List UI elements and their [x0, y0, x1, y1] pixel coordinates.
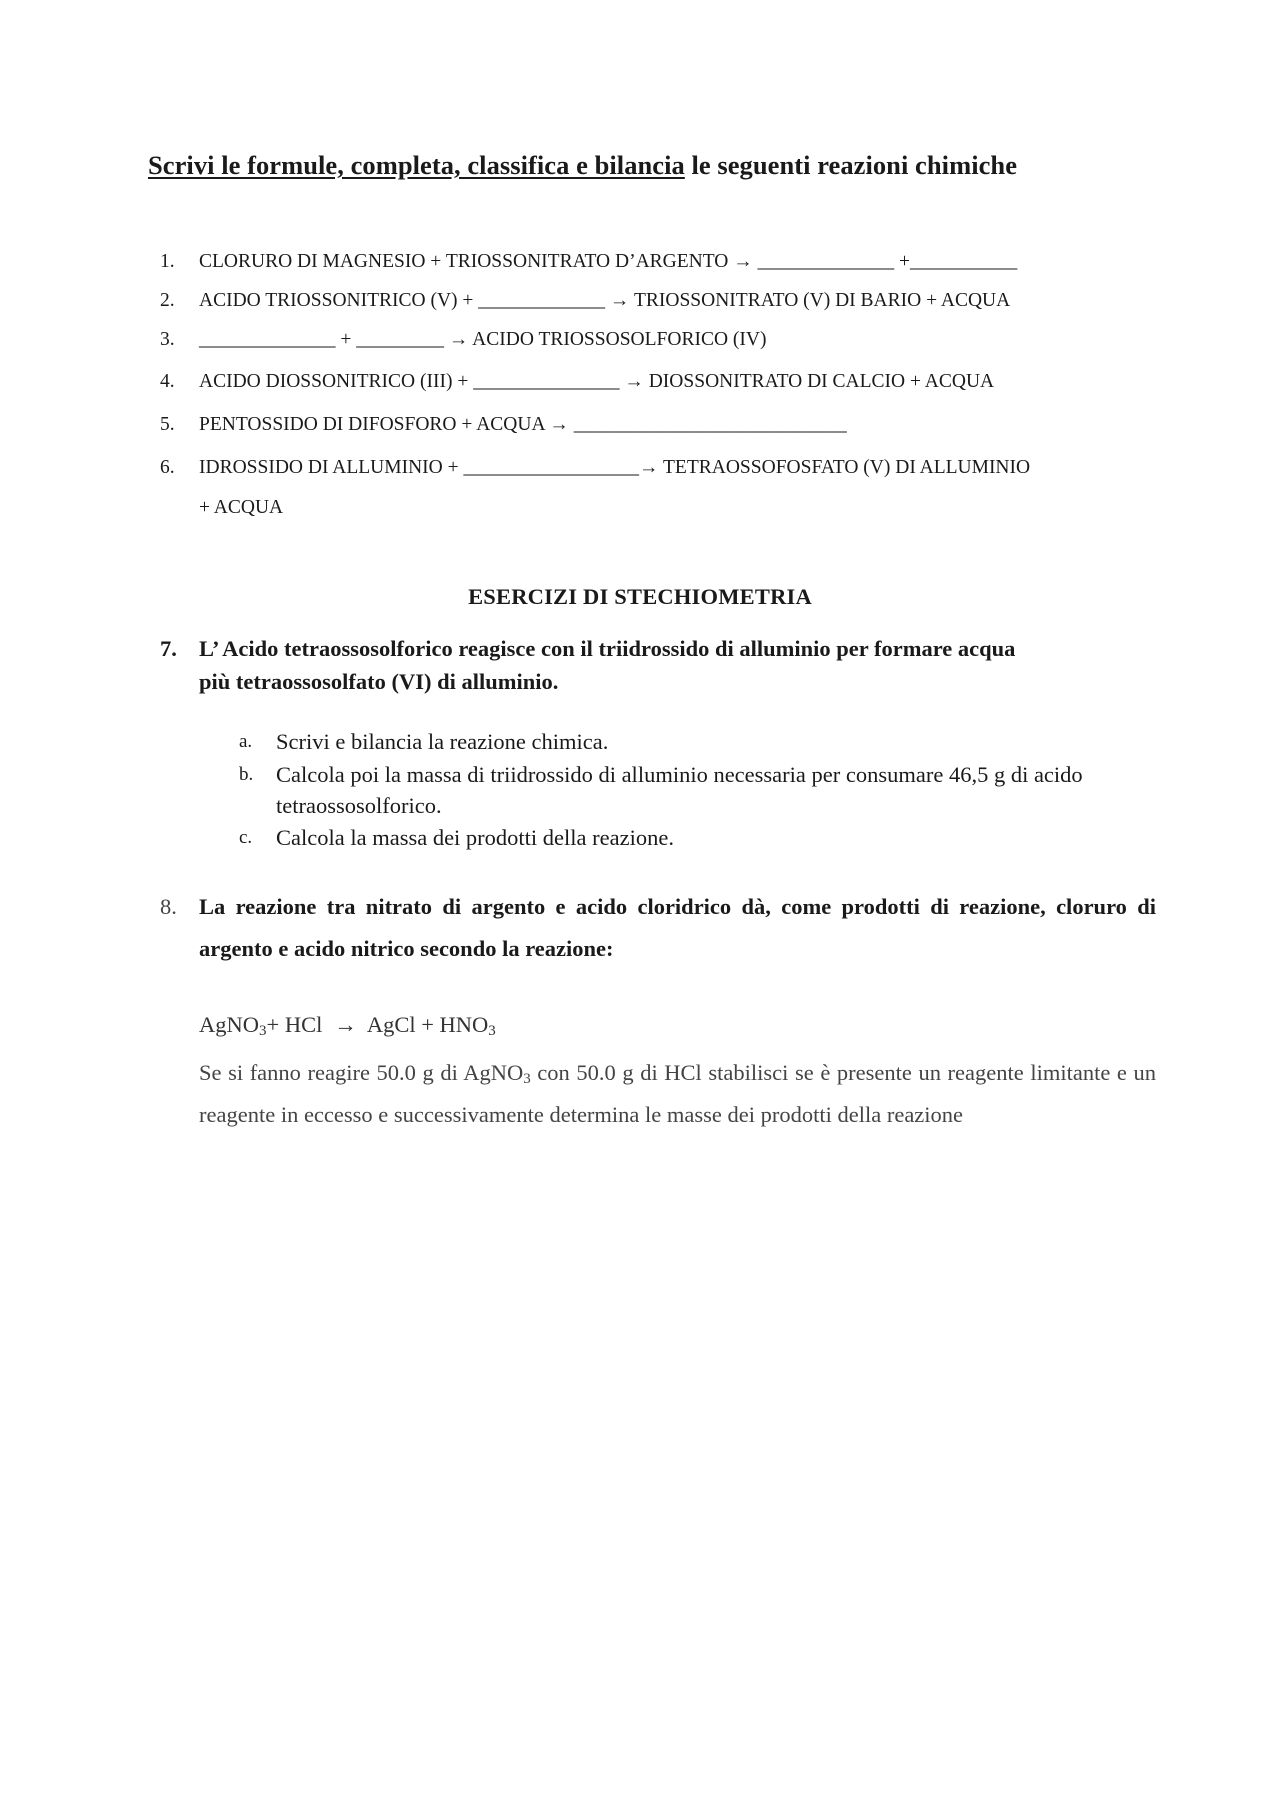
reaction-text-continuation: + ACQUA	[199, 497, 284, 518]
question-7-line-2: più tetraossosolfato (VI) di alluminio.	[199, 669, 559, 694]
title-underlined-part: Scrivi le formule, completa, classifica e bilancia	[148, 150, 685, 180]
section-heading: ESERCIZI DI STECHIOMETRIA	[468, 584, 812, 609]
reaction-number: 4.	[160, 371, 175, 392]
reaction-number: 2.	[160, 290, 175, 311]
question-8-paragraph	[199, 1052, 1156, 1136]
subitem-text: Calcola la massa dei prodotti della reazione.	[276, 825, 674, 850]
subitem-text: Calcola poi la massa di triidrossido di alluminio necessaria per consumare 46,5 g di acido tetraossosolforico.	[276, 762, 1083, 818]
reaction-number: 1.	[160, 251, 175, 272]
chemical-equation	[199, 1012, 496, 1038]
reaction-number: 5.	[160, 414, 175, 435]
subitem-letter: c.	[239, 827, 253, 848]
reaction-text: ACIDO DIOSSONITRICO (III) + _______________ → DIOSSONITRATO DI CALCIO + ACQUA	[199, 371, 995, 392]
products: AgCl + HNO	[366, 1012, 489, 1037]
reaction-number: 3.	[160, 329, 175, 350]
question-number: 7.	[160, 636, 177, 661]
question-7-text	[199, 632, 1199, 698]
subitem-letter: b.	[239, 764, 254, 785]
reactant-agno3: AgNO	[199, 1012, 259, 1037]
reaction-text: CLORURO DI MAGNESIO + TRIOSSONITRATO D’ARGENTO → ______________ +___________	[199, 251, 1018, 272]
subscript: 3	[259, 1023, 267, 1039]
reaction-arrow: →	[334, 1012, 357, 1037]
reaction-text: PENTOSSIDO DI DIFOSFORO + ACQUA → ____________________________	[199, 414, 847, 435]
reactant-hcl: + HCl	[266, 1012, 323, 1037]
page-title	[148, 150, 1158, 181]
reaction-text: ______________ + _________ → ACIDO TRIOSSOSOLFORICO (IV)	[199, 329, 767, 350]
subscript: 3	[523, 1071, 531, 1087]
reaction-text: ACIDO TRIOSSONITRICO (V) + _____________ → TRIOSSONITRATO (V) DI BARIO + ACQUA	[199, 290, 1011, 311]
question-8-text: La reazione tra nitrato di argento e acido cloridrico dà, come prodotti di reazione, cloruro di argento e acido nitrico secondo la reazione:	[199, 894, 1156, 961]
reaction-text: IDROSSIDO DI ALLUMINIO + __________________→ TETRAOSSOFOSFATO (V) DI ALLUMINIO	[199, 457, 1031, 478]
subitem-text: Scrivi e bilancia la reazione chimica.	[276, 729, 609, 754]
reaction-number: 6.	[160, 457, 175, 478]
paragraph-part-1: Se si fanno reagire 50.0 g di AgNO	[199, 1060, 524, 1085]
subitem-letter: a.	[239, 731, 253, 752]
question-7-line-1: L’ Acido tetraossosolforico reagisce con il triidrossido di alluminio per formare acqua	[199, 636, 1016, 661]
question-number: 8.	[160, 894, 177, 919]
paragraph-part-2: con 50.0 g di HCl stabilisci se è presente un reagente limitante e un reagente in eccesso e successivamente determina le masse dei prodotti della reazione	[199, 1060, 1156, 1127]
subscript: 3	[488, 1023, 496, 1039]
title-rest: le seguenti reazioni chimiche	[684, 150, 1018, 180]
